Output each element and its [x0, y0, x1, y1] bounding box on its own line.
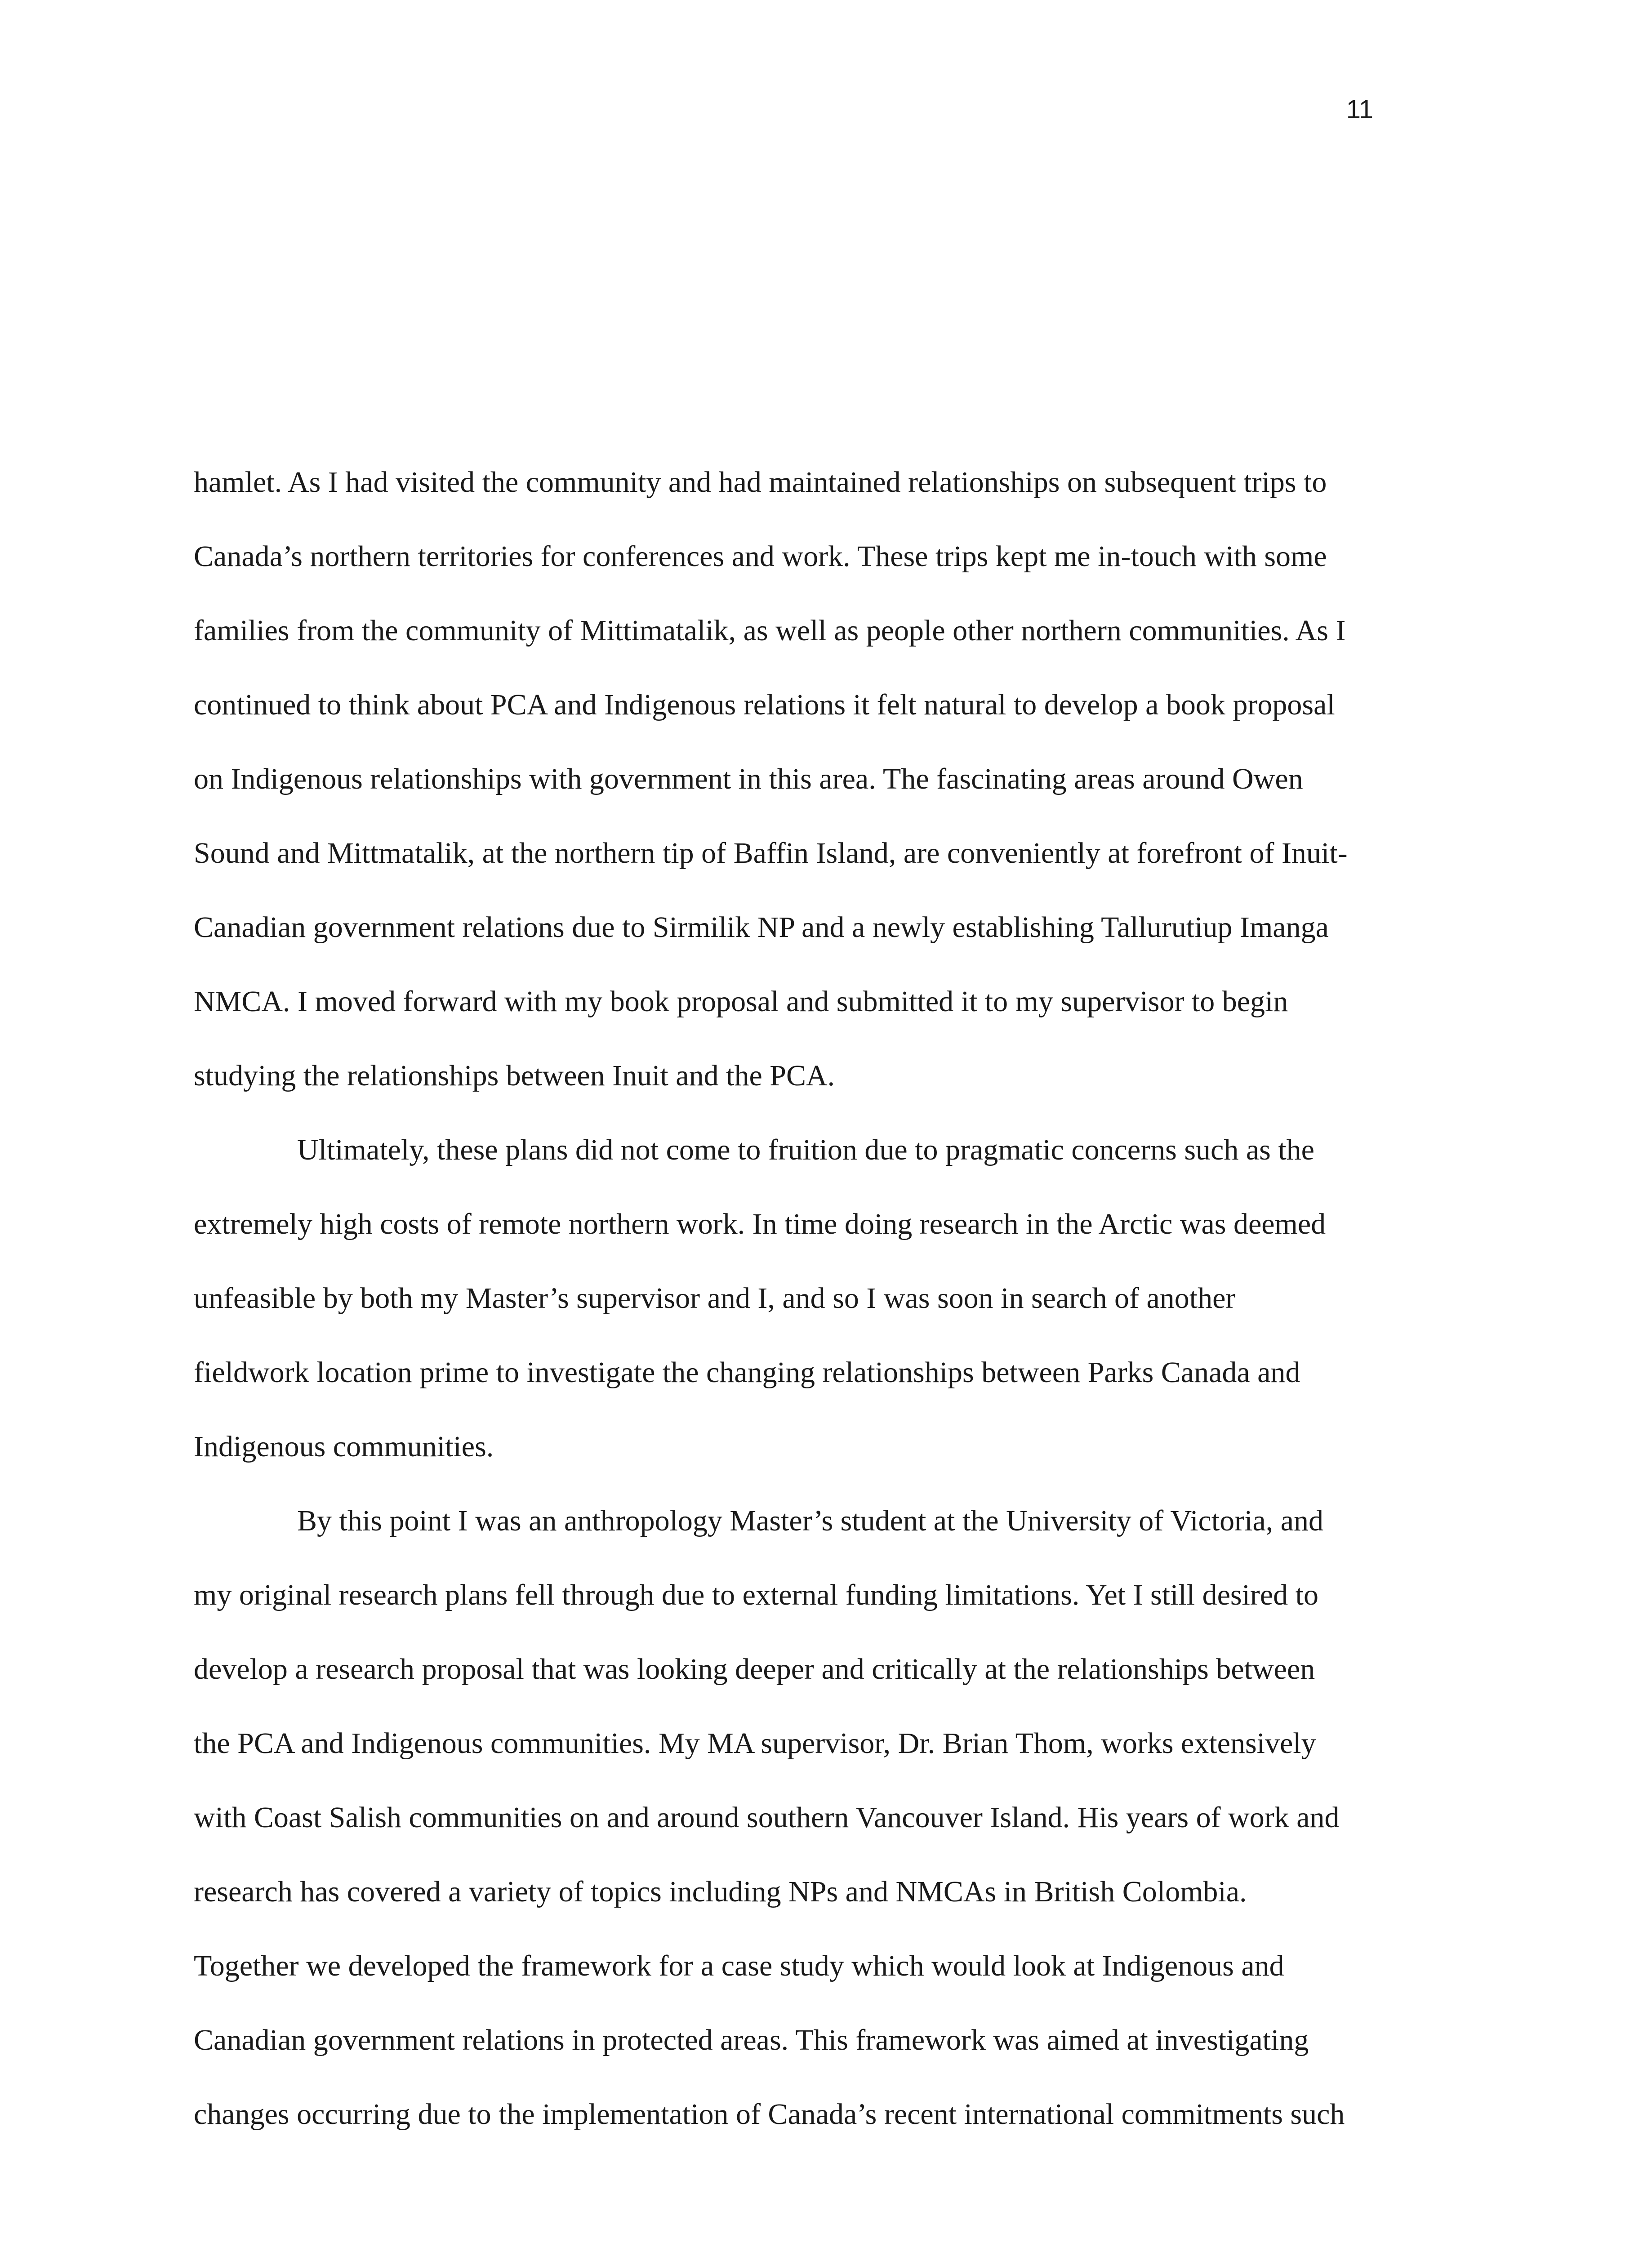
text-line: continued to think about PCA and Indigenous relations it felt natural to develop a book proposal — [194, 688, 1335, 721]
text-line: Canada’s northern territories for conferences and work. These trips kept me in-touch with some — [194, 540, 1327, 573]
text-line: unfeasible by both my Master’s supervisor and I, and so I was soon in search of another — [194, 1282, 1236, 1315]
text-line: the PCA and Indigenous communities. My MA supervisor, Dr. Brian Thom, works extensively — [194, 1727, 1316, 1760]
text-line: extremely high costs of remote northern work. In time doing research in the Arctic was deemed — [194, 1208, 1326, 1240]
text-line: develop a research proposal that was looking deeper and critically at the relationships between — [194, 1653, 1315, 1686]
text-line: fieldwork location prime to investigate the changing relationships between Parks Canada and — [194, 1356, 1300, 1389]
text-line: families from the community of Mittimatalik, as well as people other northern communities. As I — [194, 614, 1346, 647]
text-line: hamlet. As I had visited the community and had maintained relationships on subsequent trips to — [194, 466, 1327, 499]
body-text — [194, 445, 1466, 2151]
text-line: Together we developed the framework for a case study which would look at Indigenous and — [194, 1949, 1284, 1982]
text-line: changes occurring due to the implementation of Canada’s recent international commitments such — [194, 2098, 1345, 2131]
text-line: research has covered a variety of topics including NPs and NMCAs in British Colombia. — [194, 1875, 1247, 1908]
text-line: Sound and Mittmatalik, at the northern tip of Baffin Island, are conveniently at forefront of Inuit- — [194, 837, 1348, 870]
text-line: Canadian government relations due to Sirmilik NP and a newly establishing Tallurutiup Imanga — [194, 911, 1329, 944]
text-line: NMCA. I moved forward with my book proposal and submitted it to my supervisor to begin — [194, 985, 1288, 1018]
text-line: my original research plans fell through due to external funding limitations. Yet I still desired to — [194, 1579, 1319, 1611]
page-number: 11 — [1346, 95, 1373, 124]
text-line: studying the relationships between Inuit and the PCA. — [194, 1059, 835, 1092]
text-line: By this point I was an anthropology Master’s student at the University of Victoria, and — [297, 1504, 1324, 1537]
text-line: Ultimately, these plans did not come to fruition due to pragmatic concerns such as the — [297, 1133, 1314, 1166]
text-line: on Indigenous relationships with government in this area. The fascinating areas around Owen — [194, 763, 1303, 795]
text-line: with Coast Salish communities on and around southern Vancouver Island. His years of work and — [194, 1801, 1340, 1834]
text-line: Canadian government relations in protected areas. This framework was aimed at investigating — [194, 2024, 1309, 2056]
text-line: Indigenous communities. — [194, 1430, 494, 1463]
